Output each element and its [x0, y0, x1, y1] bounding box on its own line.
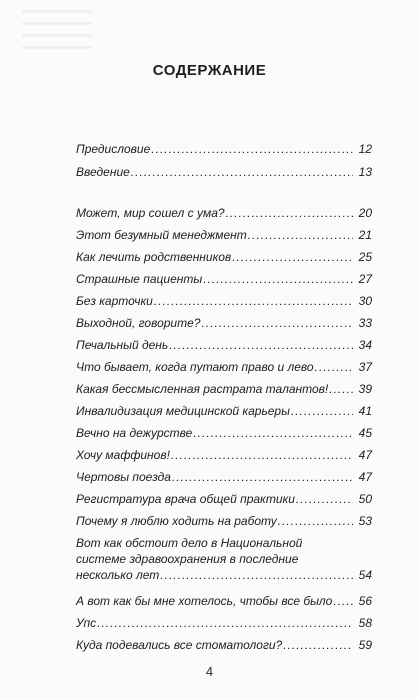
- toc-entry-page: 53: [358, 514, 372, 528]
- toc-entry-page: 59: [358, 638, 372, 652]
- toc-entry-title: Упс: [76, 616, 97, 630]
- toc-entry-title: Выходной, говорите?: [76, 316, 201, 330]
- toc-entry-title: Регистратура врача общей практики: [76, 492, 295, 506]
- toc-leader-dots: [291, 403, 353, 419]
- toc-leader-dots: [97, 615, 353, 631]
- toc-leader-dots: [154, 293, 353, 309]
- toc-leader-dots: [131, 164, 353, 180]
- toc-entry: [76, 205, 372, 221]
- toc-leader-dots: [329, 381, 353, 397]
- toc-entry-page: 13: [358, 165, 372, 179]
- toc-entry-title: Почему я люблю ходить на работу: [76, 514, 277, 528]
- toc-entry-last-line: [76, 567, 372, 583]
- toc-entry-title: Введение: [76, 165, 130, 179]
- toc-entry-page: 54: [358, 568, 372, 582]
- toc-entry-title-line: системе здравоохранения в последние: [76, 552, 299, 566]
- toc-leader-dots: [193, 425, 353, 441]
- toc-leader-dots: [203, 271, 353, 287]
- toc-entry: [76, 593, 372, 609]
- toc-entry-title-line: несколько лет: [76, 568, 160, 582]
- toc-leader-dots: [278, 513, 353, 529]
- toc-entry-page: 30: [358, 294, 372, 308]
- toc-entry-title: Что бывает, когда путают право и лево: [76, 360, 314, 374]
- toc-entry-title: Страшные пациенты: [76, 272, 203, 286]
- toc-entry: [76, 403, 372, 419]
- toc-entry-title: Куда подевались все стоматологи?: [76, 638, 283, 652]
- toc-entry-page: 33: [358, 316, 372, 330]
- toc-entry-title: Без карточки: [76, 294, 153, 308]
- toc-entry: [76, 337, 372, 353]
- toc-leader-dots: [248, 227, 353, 243]
- toc-leader-dots: [151, 141, 353, 157]
- toc-leader-dots: [171, 447, 353, 463]
- toc-entry: [76, 447, 372, 463]
- toc-entry-multiline: [76, 535, 372, 583]
- toc-entry-page: 41: [358, 404, 372, 418]
- toc-entry-title: Какая бессмысленная растрата талантов!: [76, 382, 329, 396]
- toc-entry-page: 27: [358, 272, 372, 286]
- toc-entry: [76, 227, 372, 243]
- toc-leader-dots: [226, 205, 353, 221]
- toc-entry-page: 39: [358, 382, 372, 396]
- toc-entry: [76, 425, 372, 441]
- toc-entry-title-line: Вот как обстоит дело в Национальной: [76, 536, 303, 550]
- toc-entry-page: 47: [358, 448, 372, 462]
- toc-entry-page: 58: [358, 616, 372, 630]
- toc-entry-page: 34: [358, 338, 372, 352]
- toc-entry-title: Печальный день: [76, 338, 169, 352]
- toc-entry-page: 21: [358, 228, 372, 242]
- toc-entry-page: 56: [358, 594, 372, 608]
- page-number: 4: [205, 664, 214, 679]
- toc-leader-dots: [333, 593, 353, 609]
- toc-entry-title: Предисловие: [76, 142, 151, 156]
- toc-leader-dots: [169, 337, 353, 353]
- toc-entry-title: Хочу маффинов!: [76, 448, 170, 462]
- toc-entry-title: Может, мир сошел с ума?: [76, 206, 225, 220]
- toc-entry: [76, 271, 372, 287]
- toc-entry-page: 25: [358, 250, 372, 264]
- toc-entry: [76, 615, 372, 631]
- toc-entry: [76, 513, 372, 529]
- toc-entry-page: 47: [358, 470, 372, 484]
- toc-entry-page: 12: [358, 142, 372, 156]
- toc-entry-page: 50: [358, 492, 372, 506]
- toc-leader-dots: [160, 567, 353, 583]
- toc-leader-dots: [283, 637, 353, 653]
- toc-entry-title: Вечно на дежурстве: [76, 426, 193, 440]
- toc-entry-title: Этот безумный менеджмент: [76, 228, 247, 242]
- toc-leader-dots: [296, 491, 353, 507]
- toc-entry: [76, 164, 372, 180]
- toc-leader-dots: [232, 249, 353, 265]
- page-title: СОДЕРЖАНИЕ: [152, 62, 267, 79]
- toc-entry: [76, 469, 372, 485]
- toc-leader-dots: [172, 469, 353, 485]
- toc-entry-title: Как лечить родственников: [76, 250, 232, 264]
- toc-entry: [76, 141, 372, 157]
- toc-entry: [76, 315, 372, 331]
- toc-entry-page: 45: [358, 426, 372, 440]
- toc-entry: [76, 637, 372, 653]
- toc-entry: [76, 293, 372, 309]
- toc-entry-title: А вот как бы мне хотелось, чтобы все было: [76, 594, 333, 608]
- toc-leader-dots: [315, 359, 353, 375]
- toc-entry: [76, 491, 372, 507]
- toc-entry: [76, 359, 372, 375]
- toc-entry: [76, 249, 372, 265]
- toc-entry-page: 20: [358, 206, 372, 220]
- toc-entry-title: Чертовы поезда: [76, 470, 171, 484]
- toc-entry: [76, 381, 372, 397]
- show-through-marks: [22, 10, 92, 50]
- toc-leader-dots: [201, 315, 353, 331]
- toc-entry-page: 37: [358, 360, 372, 374]
- toc-entry-title: Инвалидизация медицинской карьеры: [76, 404, 290, 418]
